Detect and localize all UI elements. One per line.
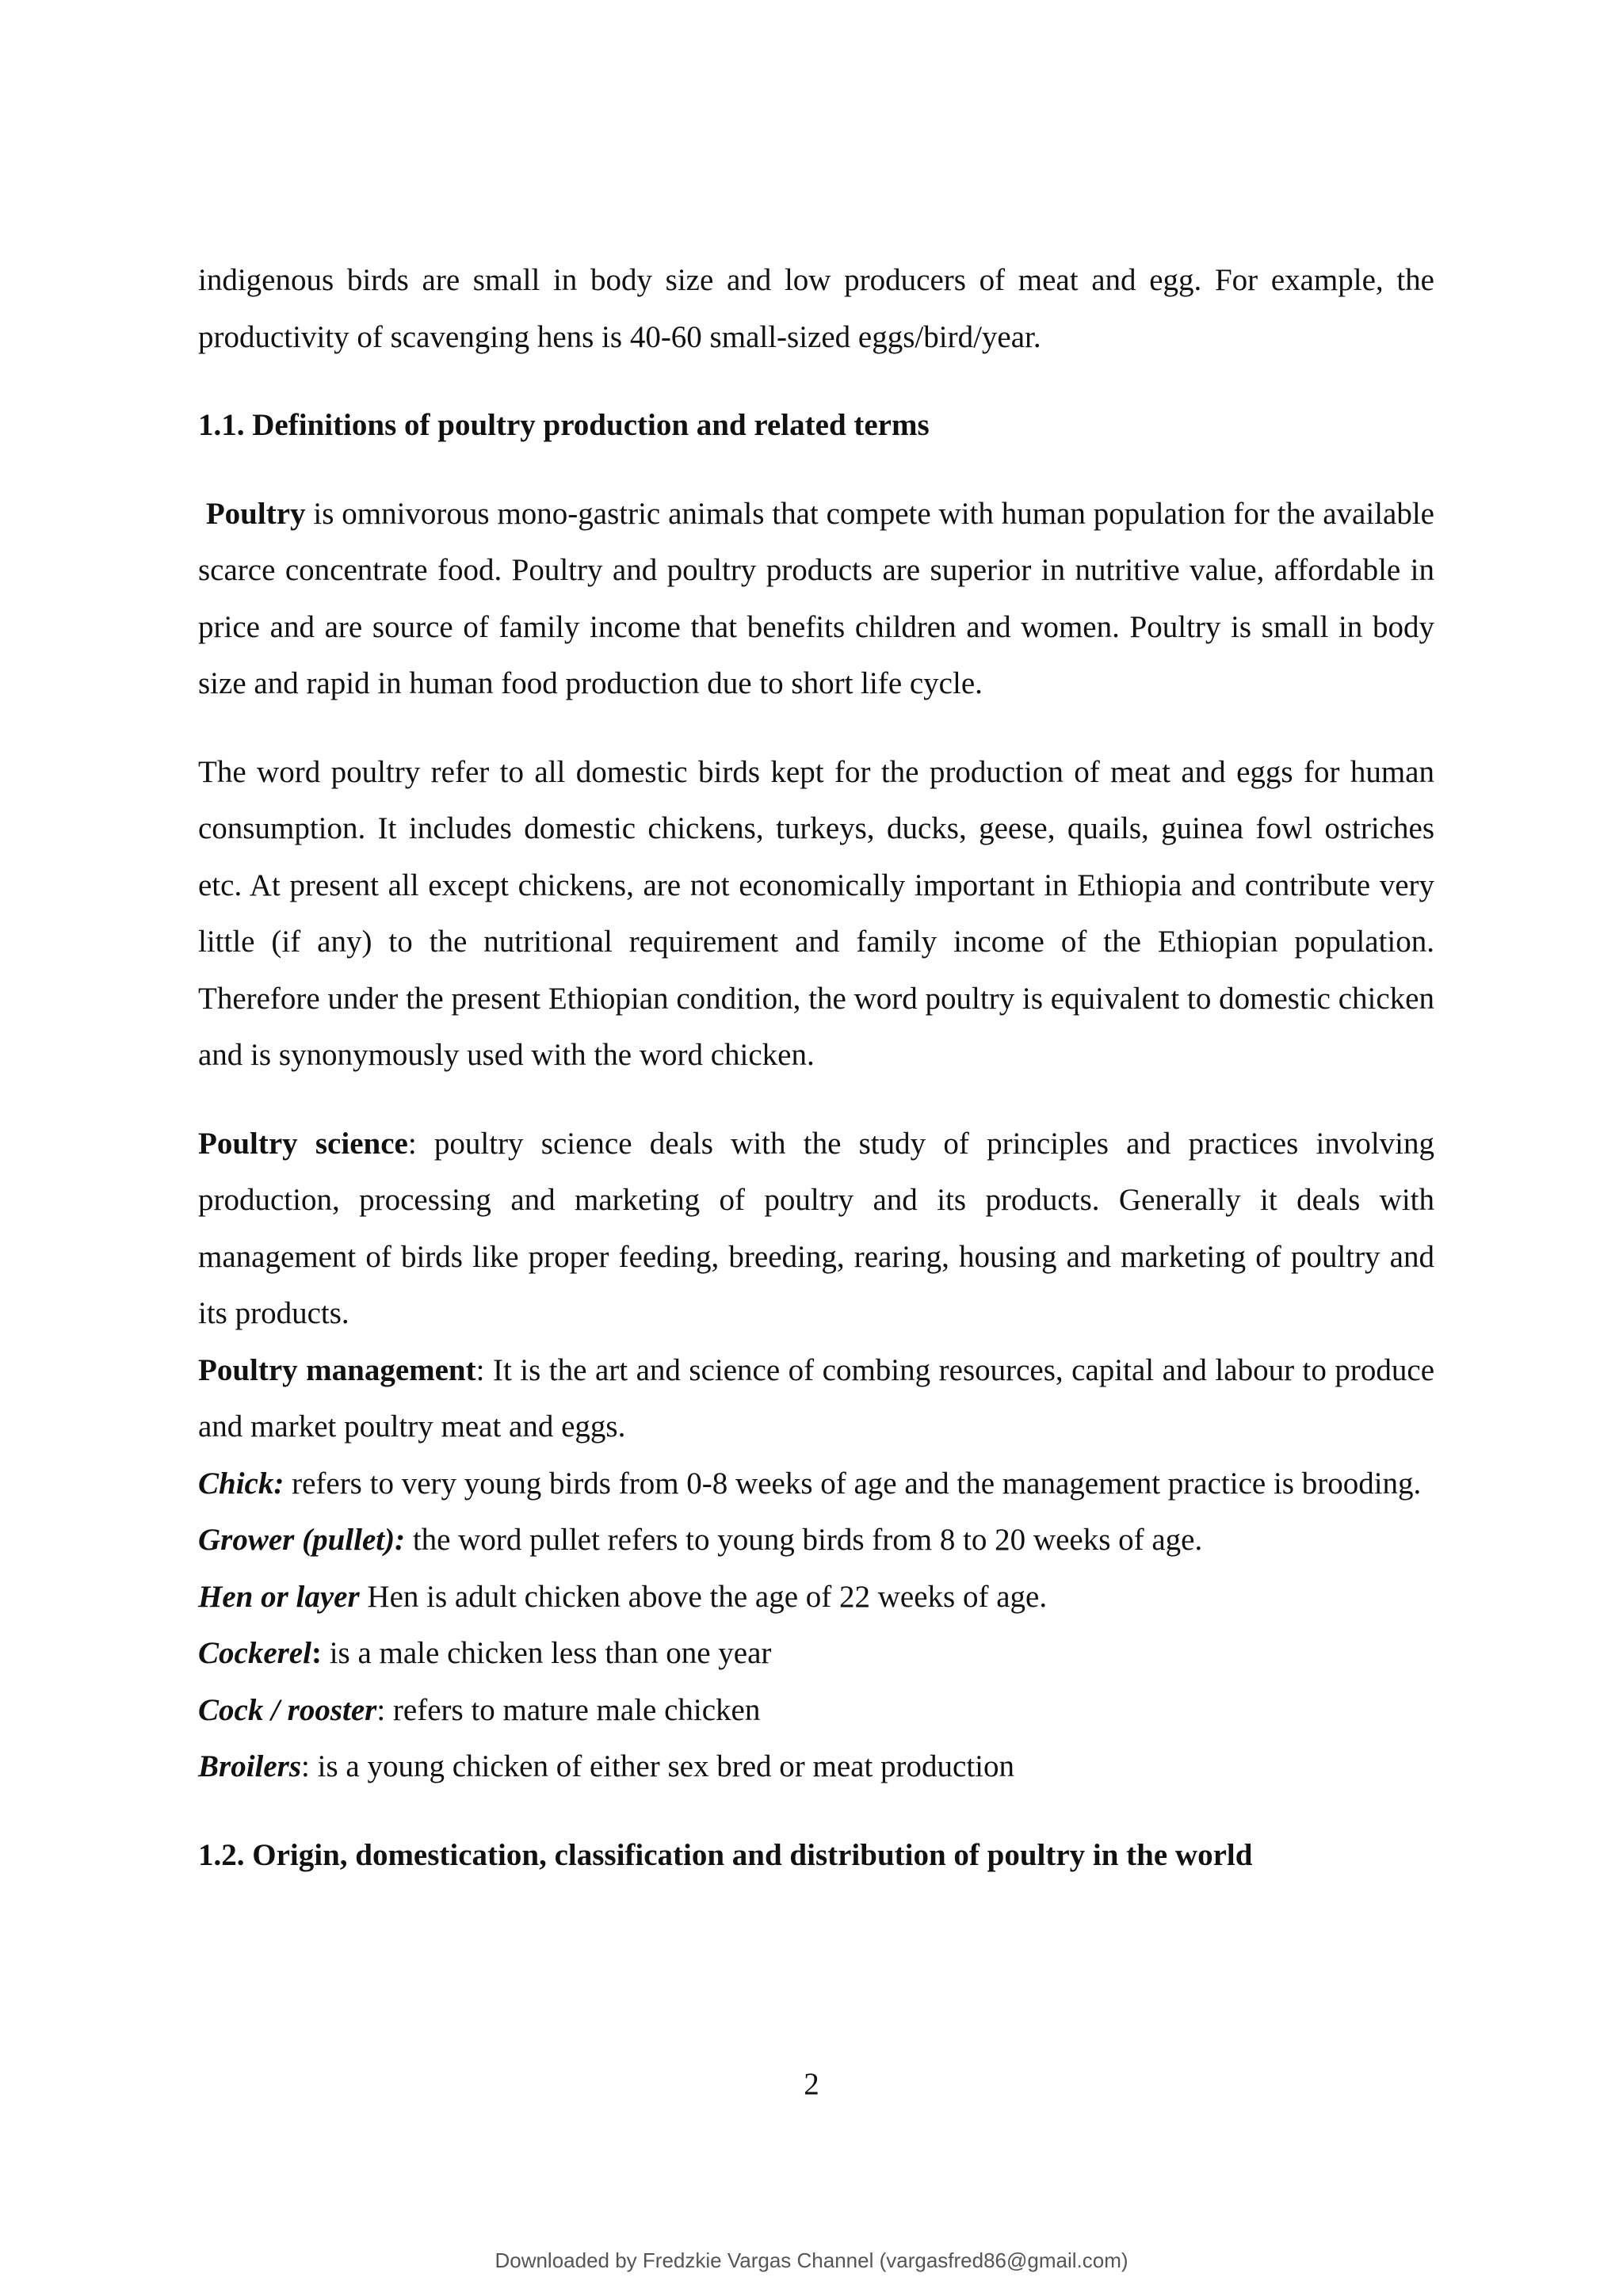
document-page [198, 252, 1434, 1883]
chick-text: refers to very young birds from 0-8 weeks of age and the management practice is brooding. [284, 1466, 1422, 1501]
term-cock: Cock / rooster [198, 1692, 377, 1727]
poultry-science-text: : poultry science deals with the study of principles and practices involving production, processing and marketing of poultry and its products. Generally it deals with management of birds like proper feeding, breeding, rearing, housing and marketing of poultry and its products. [198, 1126, 1434, 1330]
broilers-text: : is a young chicken of either sex bred or meat production [301, 1749, 1015, 1783]
term-poultry-science: Poultry science [198, 1126, 408, 1161]
term-broilers: Broilers [198, 1749, 302, 1783]
definition-broilers [198, 1738, 1434, 1795]
intro-paragraph: indigenous birds are small in body size and low producers of meat and egg. For example, the productivity of scavenging hens is 40-60 small-sized eggs/bird/year. [198, 263, 1434, 354]
definition-cock [198, 1682, 1434, 1739]
section-heading-1-2: 1.2. Origin, domestication, classification and distribution of poultry in the world [198, 1837, 1253, 1872]
cock-text: : refers to mature male chicken [376, 1692, 761, 1727]
section-heading-1-1: 1.1. Definitions of poultry production and related terms [198, 408, 930, 442]
cockerel-colon: : [311, 1636, 322, 1670]
poultry-management-text: : It is the art and science of combing resources, capital and labour to produce and market poultry meat and eggs. [198, 1352, 1435, 1444]
definition-poultry-science [198, 1116, 1434, 1342]
page-number: 2 [804, 2067, 819, 2101]
cockerel-text: is a male chicken less than one year [321, 1636, 772, 1670]
definition-grower [198, 1512, 1434, 1569]
definition-chick [198, 1455, 1434, 1512]
term-cockerel: Cockerel [198, 1636, 311, 1670]
word-poultry-paragraph: The word poultry refer to all domestic birds kept for the production of meat and eggs for human consumption. It includes domestic chickens, turkeys, ducks, geese, quails, guinea fowl ostriches etc. At present all except chickens, are not economically important in Ethiopia and contribute very little (if any) to the nutritional requirement and family income of the Ethiopian population. Therefore under the present Ethiopian condition, the word poultry is equivalent to domestic chicken and is synonymously used with the word chicken. [198, 754, 1434, 1072]
term-poultry: Poultry [205, 496, 306, 531]
download-attribution: Downloaded by Fredzkie Vargas Channel (vargasfred86@gmail.com) [495, 2248, 1128, 2272]
grower-text: the word pullet refers to young birds from 8 to 20 weeks of age. [405, 1523, 1203, 1557]
poultry-paragraph [198, 486, 1434, 712]
definition-poultry-management [198, 1342, 1434, 1455]
poultry-text: is omnivorous mono-gastric animals that compete with human population for the available scarce concentrate food. Poultry and poultry products are superior in nutritive value, affordable in price and are source of family income that benefits children and women. Poultry is small in body size and rapid in human food production due to short life cycle. [198, 496, 1434, 700]
definition-cockerel [198, 1625, 1434, 1682]
definition-hen [198, 1569, 1434, 1626]
term-grower: Grower (pullet): [198, 1523, 406, 1557]
hen-text: Hen is adult chicken above the age of 22 weeks of age. [359, 1579, 1048, 1614]
term-hen: Hen or layer [198, 1579, 360, 1614]
term-poultry-management: Poultry management [198, 1352, 476, 1387]
term-chick: Chick: [198, 1466, 285, 1501]
